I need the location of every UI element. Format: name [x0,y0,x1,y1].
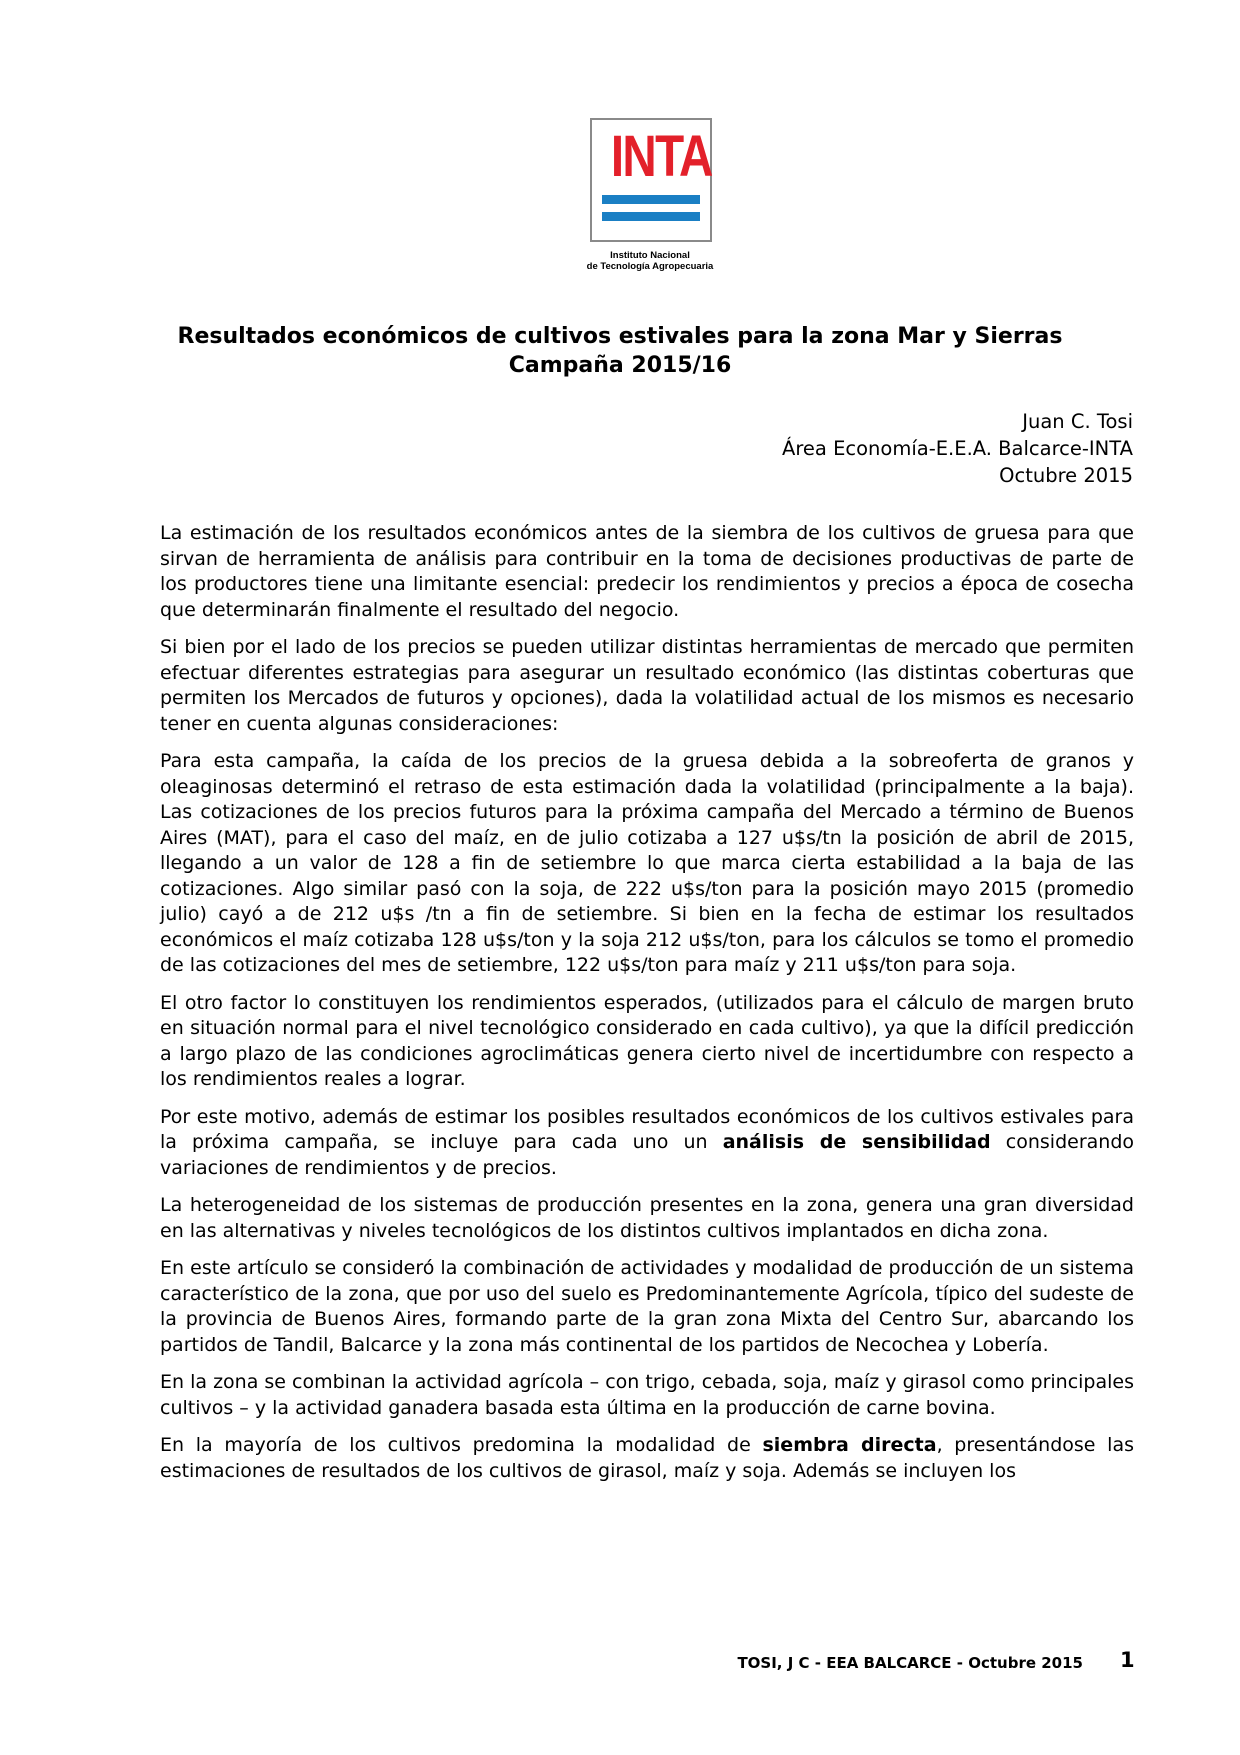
body-text [160,521,1134,1496]
page-footer: TOSI, J C - EEA BALCARCE - Octubre 2015 [737,1654,1083,1672]
paragraph: En este artículo se consideró la combinación de actividades y modalidad de producción de un sistema característico de la zona, que por uso del suelo es Predominantemente Agrícola, típico del sudeste de la provincia de Buenos Aires, formando parte de la gran zona Mixta del Centro Sur, abarcando los partidos de Tandil, Balcarce y la zona más continental de los partidos de Necochea y Lobería. [160,1257,1134,1356]
author-date: Octubre 2015 [999,464,1133,487]
logo-stripe [602,195,700,204]
logo-wordmark: INTA [610,124,712,189]
paragraph [160,1105,1134,1182]
title-line1: Resultados económicos de cultivos estivales para la zona Mar y Sierras [177,324,1063,349]
logo-stripe [602,212,700,221]
logo-caption-line2: de Tecnología Agropecuaria [586,261,714,272]
paragraph-text: Por este motivo, además de estimar los posibles resultados económicos de los cultivos estivales para la próxima campaña, se incluye para cada uno un [160,1105,1134,1153]
paragraph: La estimación de los resultados económicos antes de la siembra de los cultivos de gruesa para que sirvan de herramienta de análisis para contribuir en la toma de decisiones productivas de parte de los productores tiene una limitante esencial: predecir los rendimientos y precios a época de cosecha que determinarán finalmente el resultado del negocio. [160,522,1134,621]
paragraph: Si bien por el lado de los precios se pueden utilizar distintas herramientas de mercado que permiten efectuar diferentes estrategias para asegurar un resultado económico (las distintas coberturas que permiten los Mercados de futuros y opciones), dada la volatilidad actual de los mismos es necesario tener en cuenta algunas consideraciones: [160,636,1134,735]
paragraph [160,1433,1134,1484]
bold-term: siembra directa [762,1434,937,1456]
inta-logo [590,118,712,242]
paragraph-text: considerando variaciones de rendimientos y de precios. [160,1131,1135,1179]
bold-term: análisis de sensibilidad [722,1131,991,1153]
document-title [160,322,1080,380]
author-affiliation: Área Economía-E.E.A. Balcarce-INTA [782,437,1133,460]
paragraph: Para esta campaña, la caída de los precios de la gruesa debida a la sobreoferta de granos y oleaginosas determinó el retraso de esta estimación dada la volatilidad (principalmente a la baja). Las cotizaciones de los precios futuros para la próxima campaña del Mercado a término de Buenos Aires (MAT), para el caso del maíz, en de julio cotizaba a 127 u$s/tn la posición de abril de 2015, llegando a un valor de 128 a fin de setiembre lo que marca cierta estabilidad a la baja de las cotizaciones. Algo similar pasó con la soja, de 222 u$s/ton para la posición mayo 2015 (promedio julio) cayó a de 212 u$s /tn a fin de setiembre. Si bien en la fecha de estimar los resultados económicos el maíz cotizaba 128 u$s/ton y la soja 212 u$s/ton, para los cálculos se tomo el promedio de las cotizaciones del mes de setiembre, 122 u$s/ton para maíz y 211 u$s/ton para soja. [160,750,1134,976]
paragraph: En la zona se combinan la actividad agrícola – con trigo, cebada, soja, maíz y girasol como principales cultivos – y la actividad ganadera basada esta última en la producción de carne bovina. [160,1371,1134,1419]
paragraph: La heterogeneidad de los sistemas de producción presentes en la zona, genera una gran diversidad en las alternativas y niveles tecnológicos de los distintos cultivos implantados en dicha zona. [160,1194,1134,1242]
author-name: Juan C. Tosi [1022,410,1133,433]
paragraph-text: En la mayoría de los cultivos predomina la modalidad de [160,1434,763,1456]
paragraph-text: , presentándose las estimaciones de resultados de los cultivos de girasol, maíz y soja. Además se incluyen los [160,1434,1134,1482]
logo-caption [560,250,740,272]
page-number: 1 [1120,1648,1135,1672]
author-block [782,408,1133,489]
paragraph: El otro factor lo constituyen los rendimientos esperados, (utilizados para el cálculo de margen bruto en situación normal para el nivel tecnológico considerado en cada cultivo), ya que la difícil predicción a largo plazo de las condiciones agroclimáticas genera cierto nivel de incertidumbre con respecto a los rendimientos reales a lograr. [160,991,1134,1090]
logo-caption-line1: Instituto Nacional [610,250,690,261]
title-line2: Campaña 2015/16 [508,353,732,378]
